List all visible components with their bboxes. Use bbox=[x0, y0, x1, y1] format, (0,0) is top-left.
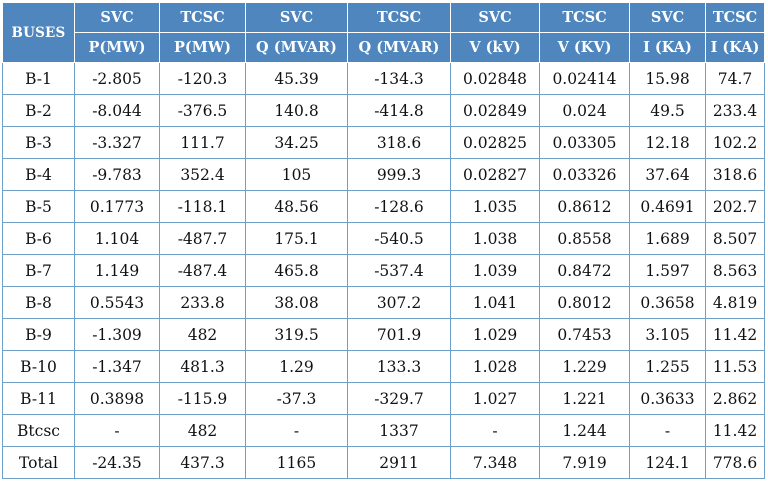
table-row bbox=[3, 351, 765, 383]
table-cell: 701.9 bbox=[348, 319, 451, 351]
header-top-4: TCSC bbox=[348, 3, 451, 33]
table-cell: -134.3 bbox=[348, 63, 451, 95]
table-cell: 307.2 bbox=[348, 287, 451, 319]
table-cell: 140.8 bbox=[246, 95, 348, 127]
table-row bbox=[3, 223, 765, 255]
table-cell: -115.9 bbox=[160, 383, 246, 415]
bus-label: Total bbox=[3, 447, 75, 479]
table-cell: 105 bbox=[246, 159, 348, 191]
bus-label: B-10 bbox=[3, 351, 75, 383]
table-cell: 318.6 bbox=[706, 159, 765, 191]
table-cell: 0.3658 bbox=[630, 287, 706, 319]
table-cell: 465.8 bbox=[246, 255, 348, 287]
table-cell: 1.104 bbox=[75, 223, 160, 255]
table-cell: 482 bbox=[160, 319, 246, 351]
table-cell: 0.5543 bbox=[75, 287, 160, 319]
table-cell: 102.2 bbox=[706, 127, 765, 159]
bus-label: B-3 bbox=[3, 127, 75, 159]
table-cell: 0.024 bbox=[540, 95, 630, 127]
table-cell: -37.3 bbox=[246, 383, 348, 415]
table-cell: 175.1 bbox=[246, 223, 348, 255]
table-cell: 4.819 bbox=[706, 287, 765, 319]
table-cell: 1.244 bbox=[540, 415, 630, 447]
table-cell: 0.02827 bbox=[451, 159, 540, 191]
table-cell: 0.3633 bbox=[630, 383, 706, 415]
header-top-3: SVC bbox=[246, 3, 348, 33]
table-row bbox=[3, 159, 765, 191]
header-top-5: SVC bbox=[451, 3, 540, 33]
table-cell: 133.3 bbox=[348, 351, 451, 383]
header-top-8: TCSC bbox=[706, 3, 765, 33]
table-cell: 1.221 bbox=[540, 383, 630, 415]
table-row bbox=[3, 415, 765, 447]
table-cell: 1.038 bbox=[451, 223, 540, 255]
header-sub-4: Q (MVAR) bbox=[348, 33, 451, 63]
table-cell: -329.7 bbox=[348, 383, 451, 415]
table-cell: 1.689 bbox=[630, 223, 706, 255]
table-cell: - bbox=[246, 415, 348, 447]
table-cell: 15.98 bbox=[630, 63, 706, 95]
table-cell: 74.7 bbox=[706, 63, 765, 95]
table-cell: 2.862 bbox=[706, 383, 765, 415]
table-cell: 1.028 bbox=[451, 351, 540, 383]
table-cell: 318.6 bbox=[348, 127, 451, 159]
table-cell: 1.29 bbox=[246, 351, 348, 383]
table-cell: -24.35 bbox=[75, 447, 160, 479]
bus-label: B-4 bbox=[3, 159, 75, 191]
table-cell: -2.805 bbox=[75, 63, 160, 95]
table-cell: - bbox=[75, 415, 160, 447]
header-sub-6: V (KV) bbox=[540, 33, 630, 63]
table-cell: 111.7 bbox=[160, 127, 246, 159]
table-cell: 1.027 bbox=[451, 383, 540, 415]
table-cell: 0.8558 bbox=[540, 223, 630, 255]
bus-label: B-7 bbox=[3, 255, 75, 287]
table-cell: -487.7 bbox=[160, 223, 246, 255]
table-cell: 45.39 bbox=[246, 63, 348, 95]
table-body bbox=[3, 63, 765, 479]
table-cell: -9.783 bbox=[75, 159, 160, 191]
table-cell: 482 bbox=[160, 415, 246, 447]
table-cell: 38.08 bbox=[246, 287, 348, 319]
table-cell: -120.3 bbox=[160, 63, 246, 95]
table-cell: 1.041 bbox=[451, 287, 540, 319]
table-cell: 0.4691 bbox=[630, 191, 706, 223]
table-cell: 12.18 bbox=[630, 127, 706, 159]
table-cell: 0.03326 bbox=[540, 159, 630, 191]
table-cell: 8.507 bbox=[706, 223, 765, 255]
table-cell: 352.4 bbox=[160, 159, 246, 191]
table-row bbox=[3, 383, 765, 415]
bus-label: B-6 bbox=[3, 223, 75, 255]
table-cell: 1337 bbox=[348, 415, 451, 447]
header-top-7: SVC bbox=[630, 3, 706, 33]
svc-tcsc-comparison-table bbox=[2, 2, 765, 479]
table-cell: 233.4 bbox=[706, 95, 765, 127]
table-cell: -3.327 bbox=[75, 127, 160, 159]
table-cell: 778.6 bbox=[706, 447, 765, 479]
table-cell: -1.347 bbox=[75, 351, 160, 383]
table-cell: 1.229 bbox=[540, 351, 630, 383]
table-cell: - bbox=[630, 415, 706, 447]
header-sub-1: P(MW) bbox=[75, 33, 160, 63]
header-buses: BUSES bbox=[3, 3, 75, 63]
table-cell: -8.044 bbox=[75, 95, 160, 127]
table-cell: 1.029 bbox=[451, 319, 540, 351]
header-row-sub bbox=[3, 33, 765, 63]
bus-label: B-11 bbox=[3, 383, 75, 415]
table-cell: 0.03305 bbox=[540, 127, 630, 159]
table-row bbox=[3, 127, 765, 159]
table-row bbox=[3, 287, 765, 319]
table-header bbox=[3, 3, 765, 63]
table-cell: -128.6 bbox=[348, 191, 451, 223]
header-sub-5: V (kV) bbox=[451, 33, 540, 63]
table-cell: 1.039 bbox=[451, 255, 540, 287]
bus-label: Btcsc bbox=[3, 415, 75, 447]
table-cell: 0.8012 bbox=[540, 287, 630, 319]
table-row bbox=[3, 191, 765, 223]
table-cell: -118.1 bbox=[160, 191, 246, 223]
table-cell: 0.8472 bbox=[540, 255, 630, 287]
table-cell: 0.1773 bbox=[75, 191, 160, 223]
table-cell: -414.8 bbox=[348, 95, 451, 127]
header-sub-7: I (KA) bbox=[630, 33, 706, 63]
table-cell: 2911 bbox=[348, 447, 451, 479]
table-cell: 1.597 bbox=[630, 255, 706, 287]
table-cell: 1165 bbox=[246, 447, 348, 479]
table-cell: 0.02825 bbox=[451, 127, 540, 159]
table-cell: 11.53 bbox=[706, 351, 765, 383]
table-cell: 202.7 bbox=[706, 191, 765, 223]
table-row bbox=[3, 63, 765, 95]
table-cell: 437.3 bbox=[160, 447, 246, 479]
table-cell: 8.563 bbox=[706, 255, 765, 287]
table-cell: 11.42 bbox=[706, 319, 765, 351]
table-row bbox=[3, 95, 765, 127]
table-cell: 3.105 bbox=[630, 319, 706, 351]
table-cell: -540.5 bbox=[348, 223, 451, 255]
table-cell: -537.4 bbox=[348, 255, 451, 287]
table-cell: 0.3898 bbox=[75, 383, 160, 415]
table-cell: 319.5 bbox=[246, 319, 348, 351]
table-cell: -376.5 bbox=[160, 95, 246, 127]
header-top-2: TCSC bbox=[160, 3, 246, 33]
table-row bbox=[3, 319, 765, 351]
table-cell: 0.02848 bbox=[451, 63, 540, 95]
table-cell: 7.919 bbox=[540, 447, 630, 479]
table-cell: 48.56 bbox=[246, 191, 348, 223]
table-container bbox=[2, 2, 765, 479]
table-cell: 0.8612 bbox=[540, 191, 630, 223]
table-cell: -1.309 bbox=[75, 319, 160, 351]
bus-label: B-5 bbox=[3, 191, 75, 223]
table-cell: - bbox=[451, 415, 540, 447]
table-cell: 7.348 bbox=[451, 447, 540, 479]
bus-label: B-2 bbox=[3, 95, 75, 127]
table-row bbox=[3, 447, 765, 479]
table-cell: 0.02414 bbox=[540, 63, 630, 95]
table-cell: 481.3 bbox=[160, 351, 246, 383]
header-sub-2: P(MW) bbox=[160, 33, 246, 63]
bus-label: B-8 bbox=[3, 287, 75, 319]
table-cell: 1.255 bbox=[630, 351, 706, 383]
header-top-1: SVC bbox=[75, 3, 160, 33]
table-cell: 49.5 bbox=[630, 95, 706, 127]
table-cell: 233.8 bbox=[160, 287, 246, 319]
table-cell: 0.02849 bbox=[451, 95, 540, 127]
table-cell: 0.7453 bbox=[540, 319, 630, 351]
table-cell: 999.3 bbox=[348, 159, 451, 191]
bus-label: B-1 bbox=[3, 63, 75, 95]
bus-label: B-9 bbox=[3, 319, 75, 351]
table-cell: 1.149 bbox=[75, 255, 160, 287]
header-top-6: TCSC bbox=[540, 3, 630, 33]
table-cell: 124.1 bbox=[630, 447, 706, 479]
table-cell: 1.035 bbox=[451, 191, 540, 223]
table-cell: 11.42 bbox=[706, 415, 765, 447]
header-sub-3: Q (MVAR) bbox=[246, 33, 348, 63]
header-row-top bbox=[3, 3, 765, 33]
table-row bbox=[3, 255, 765, 287]
table-cell: 37.64 bbox=[630, 159, 706, 191]
table-cell: 34.25 bbox=[246, 127, 348, 159]
header-sub-8: I (KA) bbox=[706, 33, 765, 63]
table-cell: -487.4 bbox=[160, 255, 246, 287]
